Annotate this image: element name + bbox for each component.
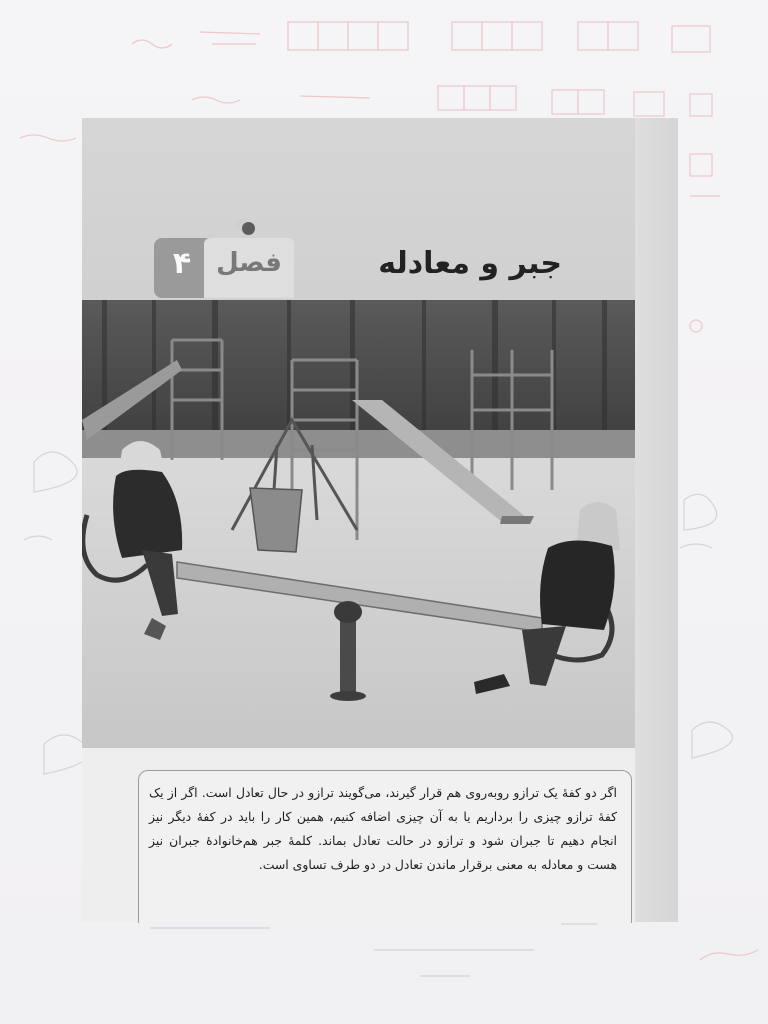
chapter-title: جبر و معادله xyxy=(378,246,562,281)
intro-text-box xyxy=(138,770,632,923)
page-margin-strip xyxy=(635,118,678,922)
printed-page xyxy=(82,118,678,922)
playground-seesaw-photo xyxy=(82,300,635,748)
chapter-tab xyxy=(154,238,294,298)
chapter-word: فصل xyxy=(216,248,282,278)
decorative-dot-dark xyxy=(242,222,255,235)
chapter-number: ۴ xyxy=(172,246,192,281)
intro-paragraph: اگر دو کفهٔ یک ترازو روبه‌روی هم قرار گیرند، می‌گویند ترازو در حال تعادل است. اگر از یک کفهٔ ترازو چیزی را برداریم یا به آن چیزی اضافه کنیم، همین کار را باید در کفهٔ دیگر نیز انجام دهیم تا جبران شود و ترازو در حالت تعادل بماند. کلمهٔ جبر هم‌خانوادهٔ جبران نیز هست و معادله به معنی برقرار ماندن تعادل در دو طرف تساوی است. xyxy=(149,785,617,872)
